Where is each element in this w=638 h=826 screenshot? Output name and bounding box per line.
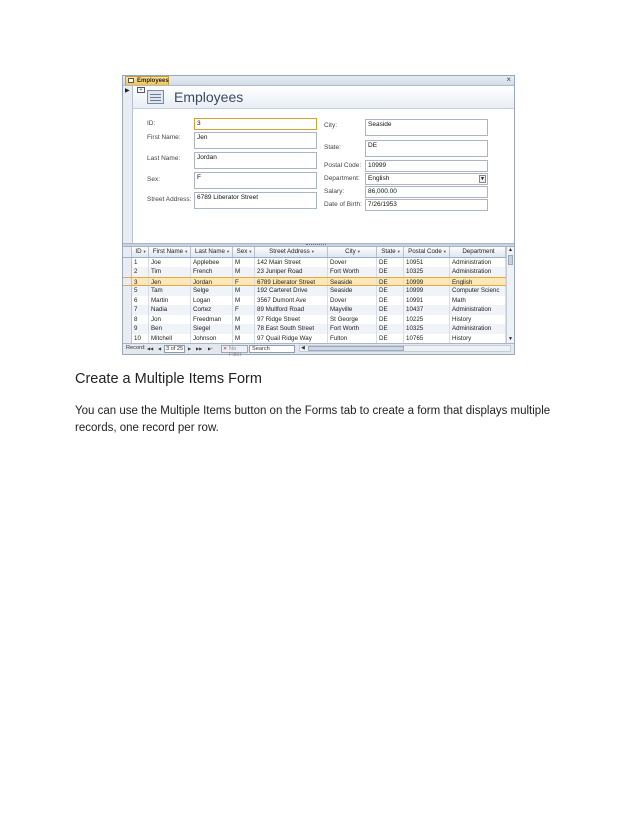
table-cell[interactable]: 10437 bbox=[404, 305, 450, 315]
column-sort-chevron-icon[interactable]: ▼ bbox=[309, 249, 315, 254]
datasheet-header-row bbox=[123, 247, 506, 258]
table-cell[interactable]: 142 Main Street bbox=[255, 258, 328, 268]
table-cell[interactable]: Ben bbox=[149, 324, 191, 334]
table-cell[interactable]: 89 Mullford Road bbox=[255, 305, 328, 315]
table-cell[interactable]: Fulton bbox=[328, 334, 377, 344]
form-title-icon bbox=[147, 90, 164, 104]
date-of-birth-field[interactable]: 7/26/1953 bbox=[365, 199, 488, 211]
table-cell[interactable]: Tim bbox=[149, 267, 191, 277]
table-cell[interactable]: Fort Worth bbox=[328, 267, 377, 277]
salary-field[interactable]: 86,000.00 bbox=[365, 186, 488, 198]
department-combo[interactable] bbox=[365, 173, 488, 185]
field-label-salary: Salary: bbox=[324, 188, 345, 195]
last-record-icon[interactable]: ▶▶ bbox=[196, 346, 203, 351]
section-heading: Create a Multiple Items Form bbox=[75, 371, 262, 387]
scroll-up-icon[interactable]: ▲ bbox=[508, 247, 513, 253]
table-cell[interactable]: 10765 bbox=[404, 334, 450, 344]
table-cell[interactable]: Logan bbox=[191, 296, 233, 306]
column-header-label: Department bbox=[462, 248, 495, 255]
column-sort-chevron-icon[interactable]: ▼ bbox=[247, 249, 253, 254]
datasheet bbox=[123, 247, 506, 343]
horizontal-scrollbar[interactable] bbox=[299, 345, 511, 352]
first-name-field[interactable]: Jen bbox=[194, 132, 317, 149]
current-record-arrow-icon: ▶ bbox=[125, 88, 130, 94]
department-value: English bbox=[368, 175, 390, 182]
row-selector[interactable] bbox=[123, 278, 132, 286]
column-header[interactable] bbox=[255, 247, 328, 257]
table-cell[interactable]: Dover bbox=[328, 296, 377, 306]
table-cell[interactable]: Administration bbox=[450, 267, 506, 277]
table-cell[interactable]: DE bbox=[377, 296, 404, 306]
record-selector[interactable] bbox=[123, 86, 133, 243]
table-cell[interactable]: 78 East South Street bbox=[255, 324, 328, 334]
field-label-state: State: bbox=[324, 144, 341, 151]
table-cell[interactable]: Tam bbox=[149, 286, 191, 296]
table-cell[interactable]: St George bbox=[328, 315, 377, 325]
split-form-detail bbox=[133, 86, 514, 243]
table-cell[interactable]: Fort Worth bbox=[328, 324, 377, 334]
column-header-label: Sex bbox=[236, 248, 248, 255]
table-cell[interactable]: Jon bbox=[149, 315, 191, 325]
postal-code-field[interactable]: 10999 bbox=[365, 160, 488, 172]
form-title: Employees bbox=[174, 89, 244, 105]
table-cell[interactable]: F bbox=[233, 278, 255, 286]
table-cell[interactable]: Selge bbox=[191, 286, 233, 296]
table-row[interactable] bbox=[123, 267, 506, 277]
table-cell[interactable]: 10325 bbox=[404, 267, 450, 277]
table-cell[interactable]: M bbox=[233, 324, 255, 334]
table-cell[interactable]: 6789 Liberator Street bbox=[255, 278, 328, 286]
table-cell[interactable]: 10225 bbox=[404, 315, 450, 325]
table-cell[interactable]: Math bbox=[450, 296, 506, 306]
table-cell[interactable]: 3 bbox=[132, 278, 149, 286]
table-cell[interactable]: Administration bbox=[450, 305, 506, 315]
field-label-sex: Sex: bbox=[147, 176, 161, 183]
table-row[interactable] bbox=[123, 296, 506, 306]
table-cell[interactable]: 10999 bbox=[404, 278, 450, 286]
row-selector[interactable] bbox=[123, 258, 132, 268]
scroll-down-icon[interactable]: ▼ bbox=[508, 336, 513, 342]
table-cell[interactable]: English bbox=[450, 278, 506, 286]
table-cell[interactable]: Seaside bbox=[328, 278, 377, 286]
table-cell[interactable]: 5 bbox=[132, 286, 149, 296]
column-sort-chevron-icon[interactable]: ▼ bbox=[224, 249, 230, 254]
body-paragraph: You can use the Multiple Items button on the Forms tab to create a form that displays multiple records, one record per row. bbox=[75, 405, 551, 434]
document-tab-bar bbox=[123, 76, 514, 86]
record-navigation-bar bbox=[123, 343, 514, 358]
table-row[interactable] bbox=[123, 324, 506, 334]
employees-document-tab[interactable] bbox=[125, 76, 169, 85]
row-selector[interactable] bbox=[123, 334, 132, 344]
field-label-department: Department: bbox=[324, 175, 360, 182]
form-icon bbox=[128, 78, 134, 83]
table-cell[interactable]: M bbox=[233, 296, 255, 306]
table-cell[interactable]: Administration bbox=[450, 258, 506, 268]
table-cell[interactable]: M bbox=[233, 267, 255, 277]
table-cell[interactable]: Jordan bbox=[191, 278, 233, 286]
table-cell[interactable]: 97 Quail Ridge Way bbox=[255, 334, 328, 344]
table-cell[interactable]: Freedman bbox=[191, 315, 233, 325]
no-filter-icon: ✕ bbox=[223, 346, 228, 352]
table-row[interactable] bbox=[123, 277, 506, 287]
column-header[interactable] bbox=[328, 247, 377, 257]
table-cell[interactable]: History bbox=[450, 315, 506, 325]
table-cell[interactable]: DE bbox=[377, 324, 404, 334]
table-cell[interactable]: M bbox=[233, 315, 255, 325]
table-row[interactable] bbox=[123, 258, 506, 268]
column-header[interactable] bbox=[132, 247, 149, 257]
table-cell[interactable]: 6 bbox=[132, 296, 149, 306]
layout-selector-icon[interactable]: + bbox=[137, 87, 145, 93]
table-cell[interactable]: M bbox=[233, 258, 255, 268]
field-label-first-name: First Name: bbox=[147, 134, 181, 141]
column-sort-chevron-icon[interactable]: ▼ bbox=[183, 249, 189, 254]
table-cell[interactable]: 10325 bbox=[404, 324, 450, 334]
column-sort-chevron-icon[interactable]: ▼ bbox=[141, 249, 147, 254]
table-cell[interactable]: 23 Juniper Road bbox=[255, 267, 328, 277]
column-header-label: City bbox=[345, 248, 356, 255]
table-cell[interactable]: DE bbox=[377, 278, 404, 286]
table-cell[interactable]: 192 Carteret Drive bbox=[255, 286, 328, 296]
city-field[interactable]: Seaside bbox=[365, 119, 488, 136]
table-cell[interactable]: DE bbox=[377, 305, 404, 315]
field-label-postal-code: Postal Code: bbox=[324, 162, 362, 169]
field-label-date-of-birth: Date of Birth: bbox=[324, 201, 362, 208]
table-cell[interactable]: 7 bbox=[132, 305, 149, 315]
vertical-scroll-thumb[interactable] bbox=[508, 255, 513, 265]
table-cell[interactable]: Administration bbox=[450, 324, 506, 334]
record-count-input[interactable]: 3 of 25 bbox=[166, 346, 184, 352]
column-header[interactable] bbox=[404, 247, 450, 257]
last-name-field[interactable]: Jordan bbox=[194, 152, 317, 169]
id-field[interactable]: 3 bbox=[194, 118, 317, 130]
table-cell[interactable]: DE bbox=[377, 286, 404, 296]
select-all-corner[interactable] bbox=[123, 247, 132, 257]
table-cell[interactable]: M bbox=[233, 286, 255, 296]
table-cell[interactable]: 10 bbox=[132, 334, 149, 344]
table-cell[interactable]: 8 bbox=[132, 315, 149, 325]
table-cell[interactable]: DE bbox=[377, 267, 404, 277]
document-tab-label: Employees bbox=[137, 78, 169, 84]
scroll-left-icon[interactable]: ◀ bbox=[301, 345, 305, 351]
row-selector[interactable] bbox=[123, 286, 132, 296]
column-header-label: Last Name bbox=[195, 248, 225, 255]
table-cell[interactable]: M bbox=[233, 334, 255, 344]
table-row[interactable] bbox=[123, 305, 506, 315]
table-cell[interactable]: Jen bbox=[149, 278, 191, 286]
close-icon[interactable]: × bbox=[506, 75, 511, 84]
table-cell[interactable]: Joe bbox=[149, 258, 191, 268]
row-selector[interactable] bbox=[123, 305, 132, 315]
table-row[interactable] bbox=[123, 315, 506, 325]
table-cell[interactable]: History bbox=[450, 334, 506, 344]
table-row[interactable] bbox=[123, 334, 506, 344]
table-cell[interactable]: 97 Ridge Street bbox=[255, 315, 328, 325]
horizontal-scroll-thumb[interactable] bbox=[308, 346, 404, 351]
filter-label: No Filter bbox=[229, 346, 242, 358]
table-cell[interactable]: Seaside bbox=[328, 286, 377, 296]
first-record-icon[interactable]: ◀◀ bbox=[147, 346, 154, 351]
row-selector[interactable] bbox=[123, 324, 132, 334]
previous-record-icon[interactable]: ◀ bbox=[158, 346, 162, 351]
state-field[interactable]: DE bbox=[365, 140, 488, 157]
column-sort-chevron-icon[interactable]: ▼ bbox=[355, 249, 361, 254]
table-cell[interactable]: Martin bbox=[149, 296, 191, 306]
row-selector[interactable] bbox=[123, 267, 132, 277]
street-address-field[interactable]: 6789 Liberator Street bbox=[194, 192, 317, 209]
column-header-label: First Name bbox=[152, 248, 184, 255]
table-cell[interactable]: French bbox=[191, 267, 233, 277]
table-cell[interactable]: 10991 bbox=[404, 296, 450, 306]
table-cell[interactable]: 3567 Dumont Ave bbox=[255, 296, 328, 306]
table-cell[interactable]: Mayville bbox=[328, 305, 377, 315]
row-selector[interactable] bbox=[123, 315, 132, 325]
column-header[interactable] bbox=[233, 247, 255, 257]
column-header[interactable] bbox=[149, 247, 191, 257]
table-cell[interactable]: 2 bbox=[132, 267, 149, 277]
column-sort-chevron-icon[interactable]: ▼ bbox=[441, 249, 447, 254]
sex-field[interactable]: F bbox=[194, 172, 317, 189]
table-cell[interactable]: Mitchell bbox=[149, 334, 191, 344]
table-cell[interactable]: Siegel bbox=[191, 324, 233, 334]
column-header[interactable] bbox=[450, 247, 506, 257]
table-cell[interactable]: 1 bbox=[132, 258, 149, 268]
column-header-label: Street Address bbox=[269, 248, 310, 255]
table-cell[interactable]: DE bbox=[377, 315, 404, 325]
column-header-label: ID bbox=[135, 248, 142, 255]
filter-toggle[interactable] bbox=[221, 345, 248, 358]
table-cell[interactable]: DE bbox=[377, 334, 404, 344]
access-window bbox=[122, 75, 515, 358]
new-record-icon[interactable]: ▶* bbox=[208, 346, 213, 351]
table-cell[interactable]: Johnson bbox=[191, 334, 233, 344]
field-label-city: City: bbox=[324, 122, 337, 129]
table-cell[interactable]: Computer Scienc bbox=[450, 286, 506, 296]
vertical-scrollbar[interactable] bbox=[506, 247, 514, 343]
field-label-id: ID: bbox=[147, 120, 156, 127]
column-header-label: State bbox=[381, 248, 396, 255]
column-header-label: Postal Code bbox=[408, 248, 442, 255]
row-selector[interactable] bbox=[123, 296, 132, 306]
next-record-icon[interactable]: ▶ bbox=[188, 346, 192, 351]
table-cell[interactable]: 9 bbox=[132, 324, 149, 334]
form-header bbox=[133, 86, 514, 109]
field-label-last-name: Last Name: bbox=[147, 155, 181, 162]
chevron-down-icon[interactable]: ▼ bbox=[480, 176, 485, 182]
table-cell[interactable]: F bbox=[233, 305, 255, 315]
table-cell[interactable]: DE bbox=[377, 258, 404, 268]
search-input[interactable]: Search bbox=[249, 345, 295, 353]
table-row[interactable] bbox=[123, 286, 506, 296]
table-cell[interactable]: 10999 bbox=[404, 286, 450, 296]
column-header[interactable] bbox=[377, 247, 404, 257]
table-cell[interactable]: Cortez bbox=[191, 305, 233, 315]
table-cell[interactable]: Nadia bbox=[149, 305, 191, 315]
column-header[interactable] bbox=[191, 247, 233, 257]
record-label: Record: bbox=[126, 345, 146, 351]
table-cell[interactable]: Dover bbox=[328, 258, 377, 268]
table-cell[interactable]: Applebee bbox=[191, 258, 233, 268]
column-sort-chevron-icon[interactable]: ▼ bbox=[395, 249, 401, 254]
table-cell[interactable]: 10951 bbox=[404, 258, 450, 268]
field-label-street-address: Street Address: bbox=[147, 196, 192, 203]
